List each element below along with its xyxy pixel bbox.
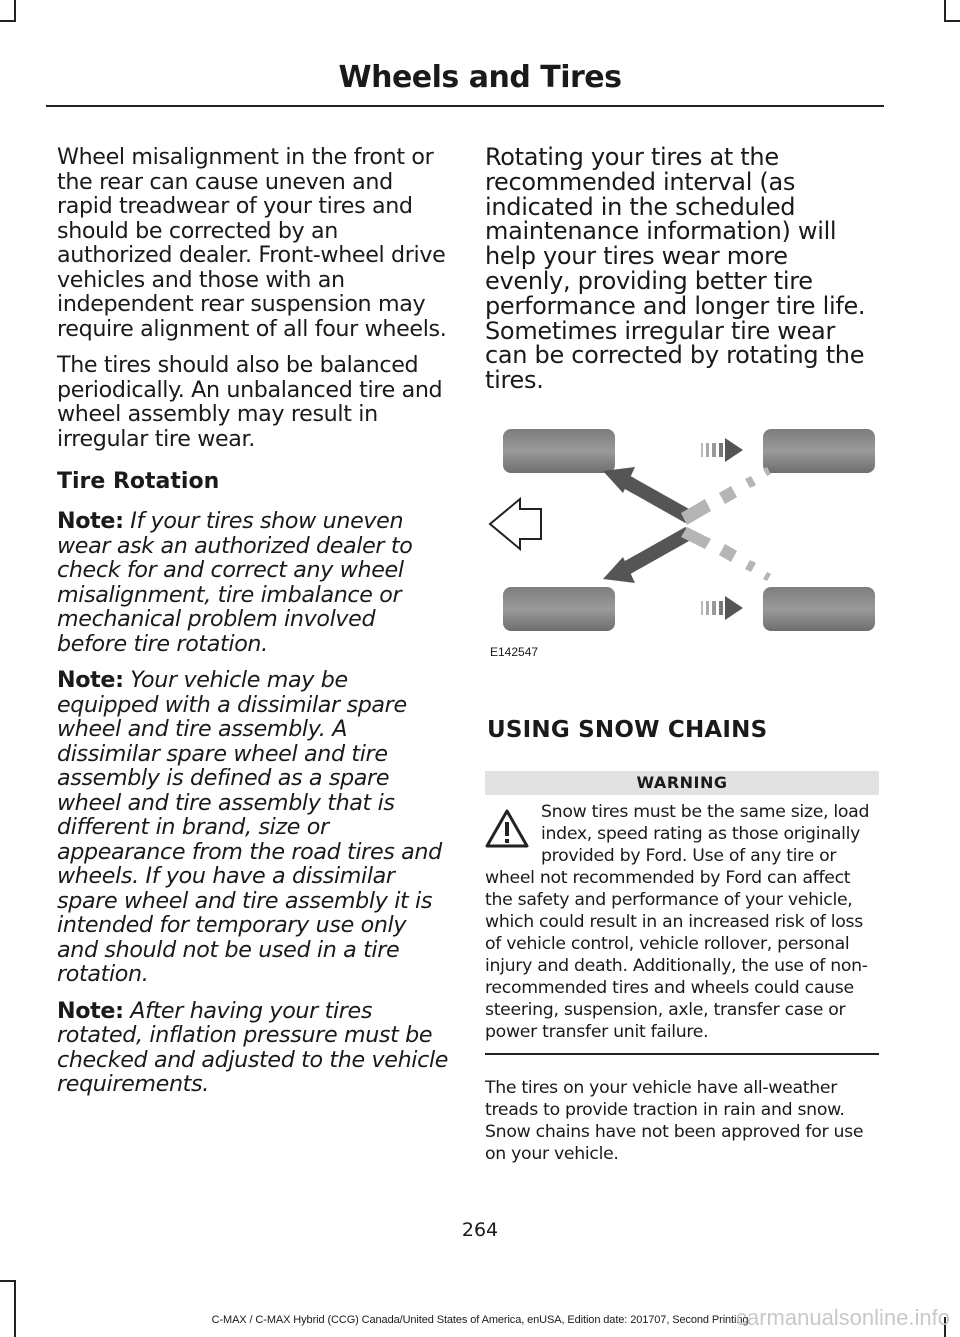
misalignment-paragraph: Wheel misalignment in the front or the rear can cause uneven and rapid treadwear of your tires and should be corrected by an authorized dealer. Front-wheel drive vehicles and those with an independent rear suspension may require alignment of all four wheels. (57, 144, 447, 342)
page-number: 264 (461, 1219, 499, 1241)
note-label: Note: (57, 508, 124, 534)
front-straight-arrow-icon (701, 438, 743, 462)
note-label: Note: (57, 997, 124, 1024)
left-column (57, 145, 449, 1109)
crop-mark (0, 1280, 14, 1282)
rotation-paragraph: Rotating your tires at the recommended interval (as indicated in the scheduled maintenance information) will help your tires wear more evenly, providing better tire performance and longer tire life. Sometimes irregular tire wear can be corrected by rotating the tires. (485, 143, 866, 395)
balance-paragraph: The tires should also be balanced periodically. An unbalanced tire and wheel assembly may result in irregular tire wear. (57, 352, 443, 452)
watermark: carmanualsonline.info (735, 1305, 950, 1330)
warning-header: WARNING (485, 771, 879, 795)
note-text: If your tires show uneven wear ask an authorized dealer to check for and correct any wheel misalignment, tire imbalance or mechanical problem involved before tire rotation. (57, 508, 413, 657)
crop-mark (946, 20, 960, 22)
front-right-tire (763, 429, 875, 473)
warning-divider (485, 1053, 879, 1055)
note-label: Note: (57, 667, 124, 693)
rotation-pattern-illustration (485, 419, 875, 669)
cross-arrow-to-front-icon (603, 467, 689, 517)
crop-mark (944, 0, 946, 22)
snow-chains-paragraph: The tires on your vehicle have all-weather treads to provide traction in rain and snow. Snow chains have not been approved for use on your vehicle. (485, 1077, 864, 1164)
rear-straight-arrow-icon (701, 596, 743, 620)
crop-mark (0, 20, 14, 22)
crop-mark (14, 1280, 16, 1337)
warning-triangle-icon (485, 809, 529, 849)
note-inflation (57, 999, 449, 1097)
warning-text: Snow tires must be the same size, load index, speed rating as those originally provided by Ford. Use of any tire or wheel not recommended by Ford can affect the safety and performance of your vehicle, which could result in an increased risk of loss of vehicle control, vehicle rollover, personal injury and death. Additionally, the use of non-recommended tires and wheels could cause steering, suspension, axle, transfer case or power transfer unit failure. (485, 801, 870, 1042)
crop-mark (14, 0, 16, 22)
warning-body (485, 801, 879, 1043)
note-dissimilar-spare (57, 668, 449, 987)
cross-arrow-tail-icon (681, 467, 771, 581)
right-column (485, 145, 879, 1182)
snow-chains-heading: USING SNOW CHAINS (487, 716, 768, 743)
tire-rotation-heading: Tire Rotation (57, 469, 220, 494)
page-title: Wheels and Tires (338, 60, 622, 95)
cross-arrow-to-rear-icon (603, 533, 689, 583)
header-divider (46, 105, 884, 107)
footer-edition-info: C-MAX / C-MAX Hybrid (CCG) Canada/United States of America, enUSA, Edition date: 201707, Second Printing (211, 1314, 749, 1326)
note-misalignment (57, 509, 449, 656)
rear-left-tire (503, 587, 615, 631)
note-text: After having your tires rotated, inflation pressure must be checked and adjusted to the vehicle requirements. (57, 997, 449, 1097)
figure-id: E142547 (490, 644, 539, 659)
note-text: Your vehicle may be equipped with a dissimilar spare wheel and tire assembly. A dissimilar spare wheel and tire assembly is defined as a spare wheel and tire assembly that is different in brand, size or appearance from the road tires and wheels. If you have a dissimilar spare wheel and tire assembly it is intended for temporary use only and should not be used in a tire rotation. (57, 667, 442, 987)
tire-rotation-diagram (485, 419, 875, 669)
direction-arrow-icon (490, 499, 541, 549)
front-left-tire (503, 429, 615, 473)
rear-right-tire (763, 587, 875, 631)
